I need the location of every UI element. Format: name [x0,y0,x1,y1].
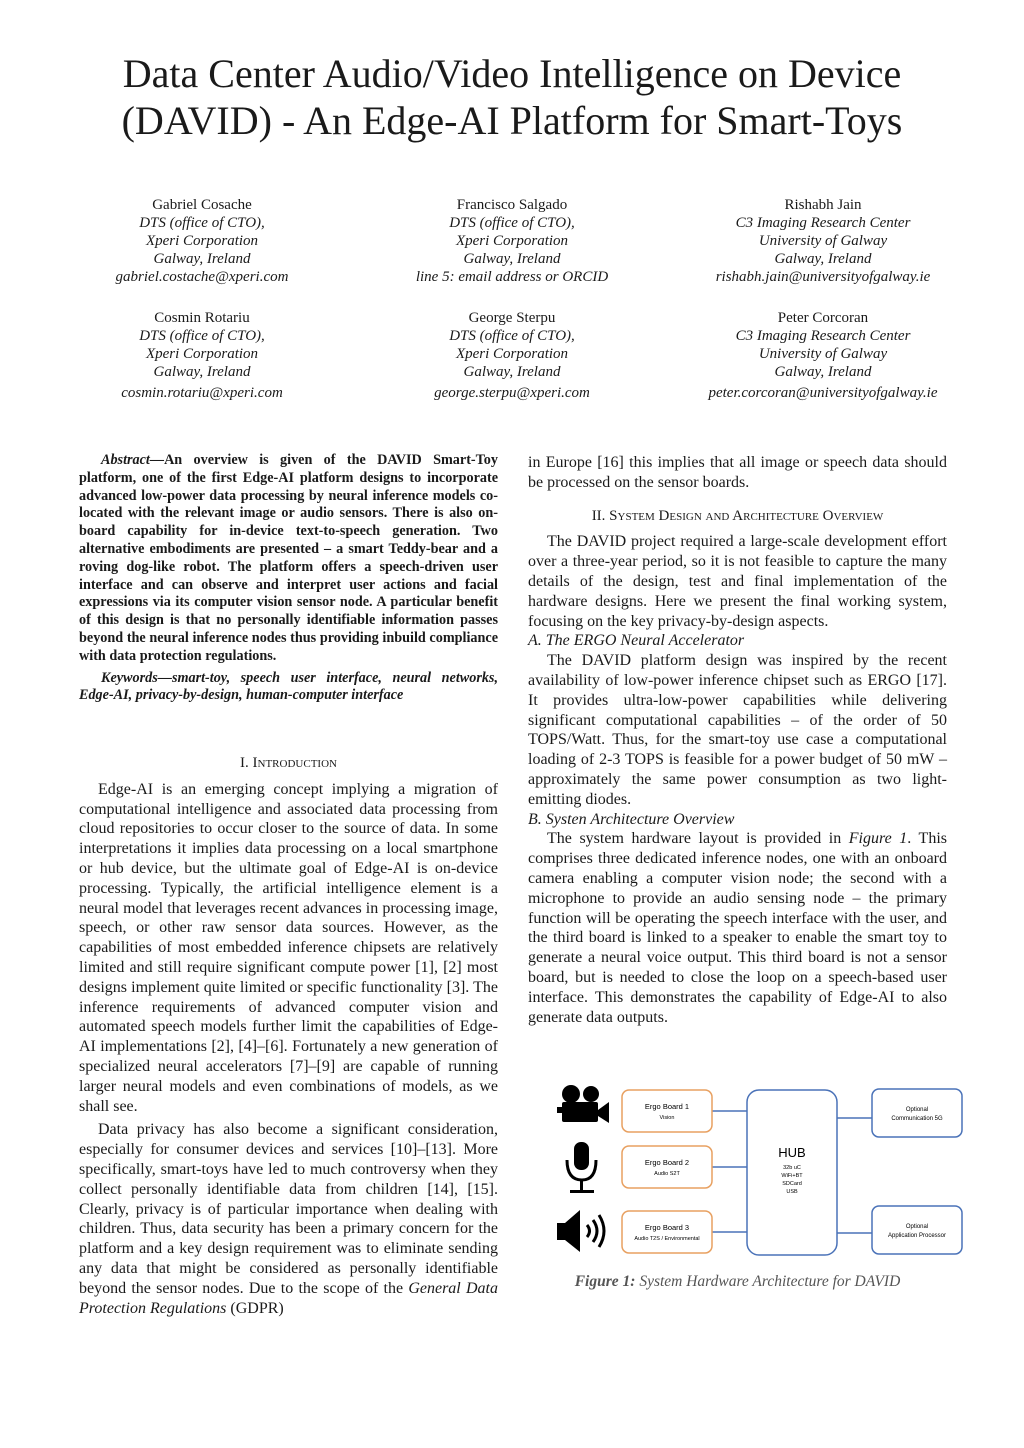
ergo-board-box [622,1090,712,1132]
text: The system hardware layout is provided in [547,830,849,848]
author-l3: Galway, Ireland [463,364,561,380]
subsection-heading: B. Systen Architecture Overview [528,810,735,828]
ergo-board-box [622,1146,712,1188]
video-camera-icon [557,1085,609,1123]
optional-processor-box [872,1206,962,1254]
author-email: line 5: email address or ORCID [415,269,609,285]
author-l1: DTS (office of CTO), [449,215,575,231]
author-email: george.sterpu@xperi.com [434,385,590,401]
caption-label: Figure 1: [574,1273,636,1290]
title-line: (DAVID) - An Edge-AI Platform for Smart-Toys [121,98,903,143]
hub-title: HUB [778,1145,806,1160]
caption-text: System Hardware Architecture for DAVID [635,1273,901,1290]
ergo-board-title: Ergo Board 1 [644,1102,690,1111]
author-l3: Galway, Ireland [153,251,251,267]
paper-title [60,50,964,144]
author-name: Peter Corcoran [777,310,869,326]
author-block [693,309,953,402]
author-block [382,196,642,286]
author-name: Rishabh Jain [784,197,862,213]
optional-label: Application Processor [887,1233,947,1239]
author-block [72,309,332,402]
right-column [528,453,947,1027]
keywords-label: Keywords— [101,669,172,686]
author-block [72,196,332,286]
subsection-heading: A. The ERGO Neural Accelerator [528,632,745,650]
optional-label: Optional [905,1107,929,1113]
author-l2: Xperi Corporation [455,346,569,362]
paragraph: Edge-AI is an emerging concept implying a migration of computational intelligence and associated data processing from cloud repositories to occur closer to the source of data. In some interpretations it implies data processing on a local smartphone or hub device, but the ultimate goal of Edge-AI is on-device processing. Typically, the artificial intelligence element is a neural model that leverages recent advances in processing image, speech, or other raw sensor data sources. However, as the capabilities of most embedded inference chipsets are relatively limited and still require significant compute power [1], [2] most designs implement quite limited or specific functionality [3]. The inference requirements of advanced computer vision and automated speech models further limit the capabilities of Edge-AI implementations [2], [4]–[6]. Fortunately a new generation of specialized neural accelerators [7]–[9] are capable of running larger neural models and even combinations of models, as we shall see. [79,780,498,1115]
system-architecture-figure [552,1080,968,1270]
ergo-board-title: Ergo Board 2 [644,1158,690,1167]
hub-spec: 32b uC [783,1165,801,1171]
ergo-board-sub: Audio T2S / Environmental [634,1236,700,1242]
optional-communication-box [872,1089,962,1137]
abstract [79,452,498,705]
abstract-label: Abstract— [101,452,165,468]
author-email: peter.corcoran@universityofgalway.ie [708,385,938,401]
paragraph [528,829,947,1027]
author-l2: Xperi Corporation [455,233,569,249]
author-l3: Galway, Ireland [774,251,872,267]
abstract-text: An overview is given of the DAVID Smart-Toy platform, one of the first Edge-AI platform designs to incorporate advanced low-power data processing by neural inference models co-located with the relevant image or audio sensors. There is also on-board capability for in-device text-to-speech generation. Two alternative embodiments are presented – a smart Teddy-bear and a roving dog-like robot. The platform offers a speech-driven user interface and can observe and interpret user actions and facial expressions via its computer vision sensor node. A particular benefit of this design is that no personally identifiable information passes beyond the neural inference nodes thus providing inbuild compliance with data protection regulations. [79,452,498,664]
ergo-board-title: Ergo Board 3 [644,1223,690,1232]
paragraph: The DAVID platform design was inspired by the recent availability of low-power inference chipset such as ERGO [17]. It provides ultra-low-power capabilities while delivering significant computational capabilities – of the order of 50 TOPS/Watt. Thus, for the smart-toy use case a computational loading of 2-3 TOPS is feasible for a power budget of 50 mW – approximately the same power consumption as two light-emitting diodes. [528,652,947,808]
keywords-text: smart-toy, speech user interface, neural networks, Edge-AI, privacy-by-design, human-computer interface [79,669,498,704]
figure-reference: Figure 1 [848,830,908,848]
author-name: George Sterpu [468,310,556,326]
speaker-icon [557,1210,604,1252]
author-l1: DTS (office of CTO), [449,328,575,344]
author-l1: DTS (office of CTO), [139,328,265,344]
figure-caption [528,1273,947,1291]
section-heading: I. Introduction [240,755,337,771]
author-l2: Xperi Corporation [145,346,259,362]
author-email: cosmin.rotariu@xperi.com [121,385,283,401]
text: (GDPR) [226,1299,284,1317]
paragraph: in Europe [16] this implies that all image or speech data should be processed on the sensor boards. [528,454,947,491]
author-email: gabriel.costache@xperi.com [115,269,289,285]
author-name: Gabriel Cosache [152,197,252,213]
text: Data privacy has also become a significant consideration, especially for consumer devices and services [10]–[13]. More specifically, smart-toys have led to much controversy when they collect personally identifiable data from children [14], [15]. Clearly, privacy is of particular importance when dealing with children. Thus, data security has been a primary concern for the platform and a key design requirement was to eliminate sending any data that might be considered as personally identifiable beyond the sensor nodes. Due to the scope of the [79,1121,498,1297]
author-l3: Galway, Ireland [463,251,561,267]
left-column [79,740,498,1318]
ergo-board-sub: Vision [659,1115,675,1121]
author-block [693,196,953,286]
paragraph: The DAVID project required a large-scale development effort over a three-year period, so it is not feasible to capture the many details of the design, test and final implementation of the hardware designs. Here we present the final working system, focusing on the key privacy-by-design aspects. [528,533,947,630]
author-block [382,309,642,402]
hub-spec: SDCard [782,1181,802,1187]
optional-label: Optional [905,1224,929,1230]
author-l1: DTS (office of CTO), [139,215,265,231]
author-email: rishabh.jain@universityofgalway.ie [715,269,931,285]
author-l3: Galway, Ireland [153,364,251,380]
author-name: Cosmin Rotariu [154,310,250,326]
author-l3: Galway, Ireland [774,364,872,380]
title-line: Data Center Audio/Video Intelligence on Device [122,51,902,96]
author-l1: C3 Imaging Research Center [735,215,911,231]
author-name: Francisco Salgado [456,197,568,213]
author-l2: University of Galway [758,233,888,249]
text: . This comprises three dedicated inference nodes, one with an onboard camera enabling a computer vision node; the second with a microphone to provide an audio sensing node – the primary function will be operating the speech interface with the user, and the third board is linked to a speaker to enable the smart toy to generate a neural voice output. This third board is not a sensor board, but is needed to close the loop on a speech-based user interface. This demonstrates the capability of Edge-AI to also generate data outputs. [528,830,947,1026]
hub-spec: USB [786,1189,798,1195]
microphone-icon [567,1142,596,1193]
ergo-board-sub: Audio S2T [654,1171,680,1177]
optional-label: Communication 5G [891,1116,943,1122]
author-l2: University of Galway [758,346,888,362]
ergo-board-box [622,1211,712,1253]
section-heading: II. System Design and Architecture Overview [591,507,884,524]
author-l1: C3 Imaging Research Center [735,328,911,344]
author-l2: Xperi Corporation [145,233,259,249]
hub-spec: WiFi+BT [781,1173,803,1179]
text: General Data Protection Regulations [79,1279,498,1317]
paragraph [79,1120,498,1318]
